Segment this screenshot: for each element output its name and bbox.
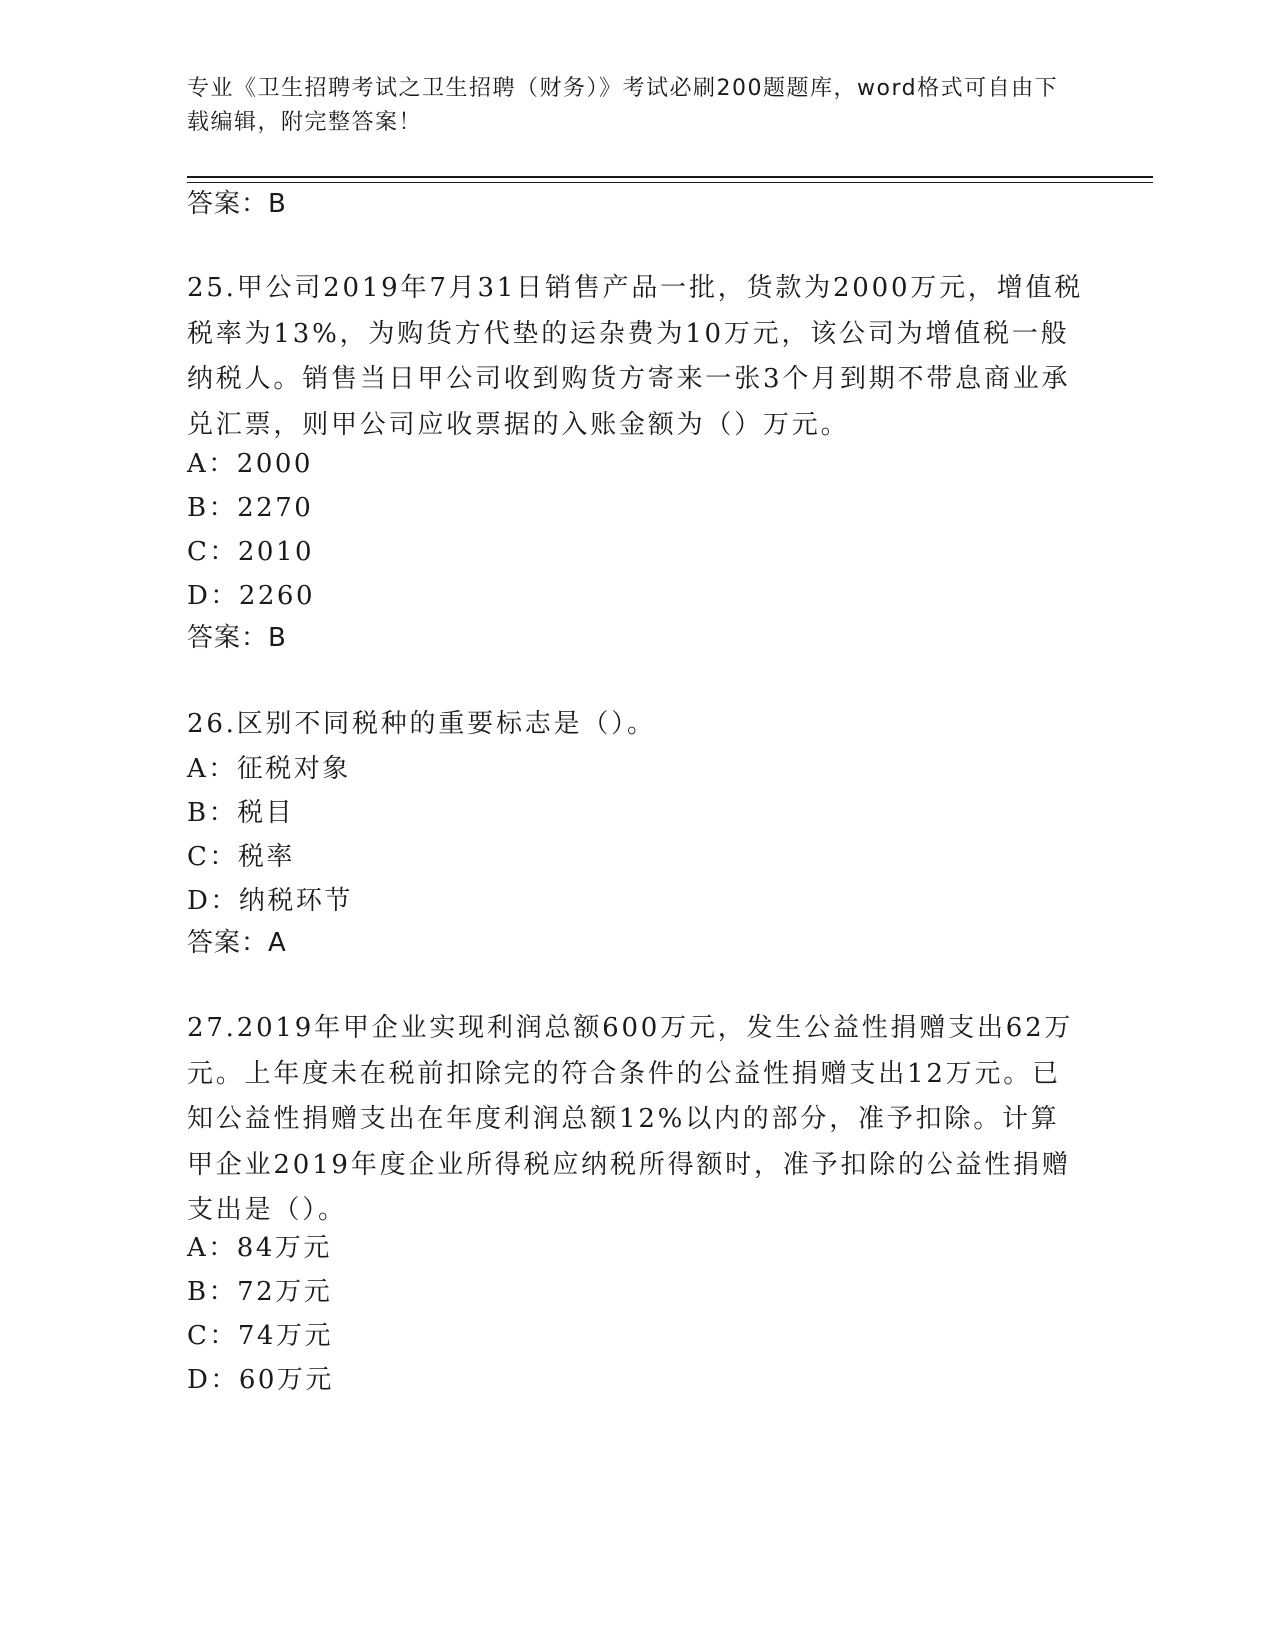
question-25-option-a: A：2000 (187, 449, 313, 479)
previous-answer: 答案：B (187, 189, 287, 219)
header-rule-thin (187, 182, 1153, 183)
question-27-stem: 27.2019年甲企业实现利润总额600万元，发生公益性捐赠支出62万元。上年度未在税前扣除完的符合条件的公益性捐赠支出12万元。已知公益性捐赠支出在年度利润总额12%以内的部分，准予扣除。计算甲企业2019年度企业所得税应纳税所得额时，准予扣除的公益性捐赠支出是（）。 (187, 1013, 1074, 1225)
question-26-option-c: C：税率 (187, 842, 295, 872)
question-27-option-c: C：74万元 (187, 1321, 333, 1351)
question-27-option-a: A：84万元 (187, 1233, 332, 1263)
question-26-option-b: B：税目 (187, 798, 295, 828)
question-25-answer: 答案：B (187, 623, 287, 653)
question-27-option-b: B：72万元 (187, 1277, 333, 1307)
question-26-stem: 26.区别不同税种的重要标志是（）。 (187, 709, 656, 739)
question-25-stem: 25.甲公司2019年7月31日销售产品一批，货款为2000万元，增值税税率为13%，为购货方代垫的运杂费为10万元，该公司为增值税一般纳税人。销售当日甲公司收到购货方寄来一张3个月到期不带息商业承兑汇票，则甲公司应收票据的入账金额为（）万元。 (187, 273, 1084, 440)
header-rule-thick (187, 176, 1153, 178)
question-25-option-c: C：2010 (187, 537, 315, 567)
document-header: 专业《卫生招聘考试之卫生招聘（财务）》考试必刷200题题库，word格式可自由下载编辑，附完整答案！ (187, 76, 1059, 135)
question-25-option-d: D：2260 (187, 581, 316, 611)
question-27-option-d: D：60万元 (187, 1365, 334, 1395)
question-26-option-d: D：纳税环节 (187, 886, 353, 916)
question-25-option-b: B：2270 (187, 493, 314, 523)
question-26-option-a: A：征税对象 (187, 754, 351, 784)
question-26-answer: 答案：A (187, 928, 287, 958)
